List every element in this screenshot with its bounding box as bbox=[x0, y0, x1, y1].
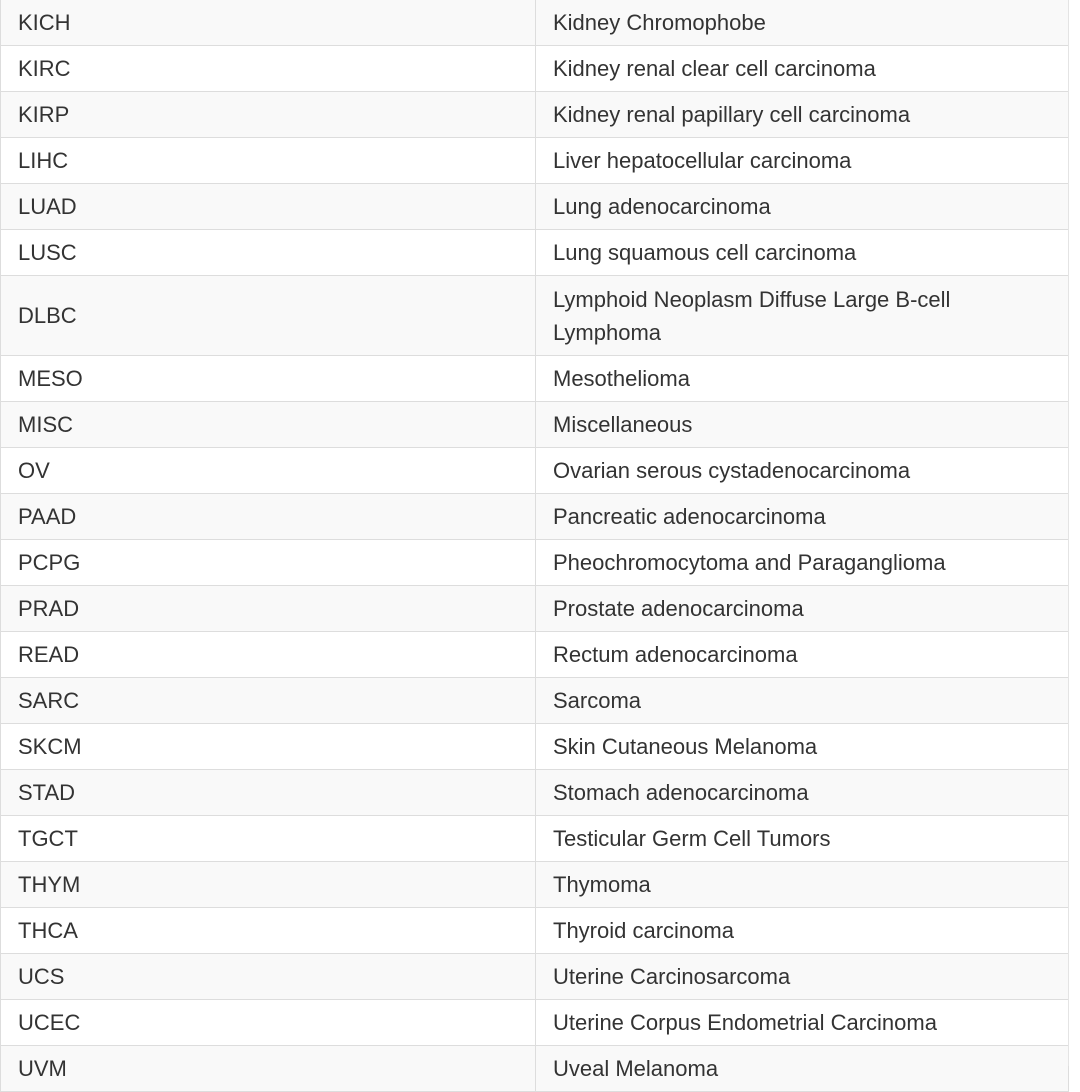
table-row bbox=[1, 816, 1069, 862]
cancer-name-cell: Uveal Melanoma bbox=[536, 1046, 1069, 1092]
abbreviation-cell: PCPG bbox=[1, 540, 536, 586]
cancer-name-cell: Mesothelioma bbox=[536, 356, 1069, 402]
abbreviation-cell: TGCT bbox=[1, 816, 536, 862]
cancer-name-cell: Uterine Carcinosarcoma bbox=[536, 954, 1069, 1000]
cancer-name-cell: Kidney Chromophobe bbox=[536, 0, 1069, 46]
cancer-name-cell: Lung adenocarcinoma bbox=[536, 184, 1069, 230]
abbreviation-cell: LUAD bbox=[1, 184, 536, 230]
table-row bbox=[1, 0, 1069, 46]
cancer-name-cell: Testicular Germ Cell Tumors bbox=[536, 816, 1069, 862]
table-row bbox=[1, 46, 1069, 92]
abbreviation-cell: MISC bbox=[1, 402, 536, 448]
abbreviation-cell: THYM bbox=[1, 862, 536, 908]
abbreviation-cell: LUSC bbox=[1, 230, 536, 276]
abbreviation-cell: SARC bbox=[1, 678, 536, 724]
cancer-name-cell: Liver hepatocellular carcinoma bbox=[536, 138, 1069, 184]
abbreviation-cell: KICH bbox=[1, 0, 536, 46]
table-row bbox=[1, 1046, 1069, 1092]
abbreviation-cell: UCEC bbox=[1, 1000, 536, 1046]
abbreviation-cell: MESO bbox=[1, 356, 536, 402]
table-row bbox=[1, 862, 1069, 908]
cancer-name-cell: Uterine Corpus Endometrial Carcinoma bbox=[536, 1000, 1069, 1046]
abbreviation-cell: SKCM bbox=[1, 724, 536, 770]
table-row bbox=[1, 678, 1069, 724]
cancer-name-cell: Thyroid carcinoma bbox=[536, 908, 1069, 954]
cancer-name-cell: Miscellaneous bbox=[536, 402, 1069, 448]
table-row bbox=[1, 230, 1069, 276]
table-row bbox=[1, 954, 1069, 1000]
page-right-edge-divider bbox=[1068, 0, 1080, 1066]
cancer-name-cell: Ovarian serous cystadenocarcinoma bbox=[536, 448, 1069, 494]
table-row bbox=[1, 402, 1069, 448]
abbreviation-cell: READ bbox=[1, 632, 536, 678]
table-row bbox=[1, 276, 1069, 356]
table-row bbox=[1, 586, 1069, 632]
cancer-name-cell: Pheochromocytoma and Paraganglioma bbox=[536, 540, 1069, 586]
table-row bbox=[1, 138, 1069, 184]
cancer-name-cell: Pancreatic adenocarcinoma bbox=[536, 494, 1069, 540]
abbreviation-cell: LIHC bbox=[1, 138, 536, 184]
abbreviation-cell: OV bbox=[1, 448, 536, 494]
table-row bbox=[1, 632, 1069, 678]
table-row bbox=[1, 908, 1069, 954]
abbreviation-cell: THCA bbox=[1, 908, 536, 954]
cancer-name-cell: Sarcoma bbox=[536, 678, 1069, 724]
abbreviation-cell: DLBC bbox=[1, 276, 536, 356]
abbreviation-cell: KIRC bbox=[1, 46, 536, 92]
table-row bbox=[1, 356, 1069, 402]
cancer-name-cell: Skin Cutaneous Melanoma bbox=[536, 724, 1069, 770]
cancer-name-cell: Lymphoid Neoplasm Diffuse Large B-cell Lymphoma bbox=[536, 276, 1069, 356]
abbreviation-cell: STAD bbox=[1, 770, 536, 816]
abbreviation-cell: PAAD bbox=[1, 494, 536, 540]
abbreviation-cell: KIRP bbox=[1, 92, 536, 138]
abbreviation-cell: PRAD bbox=[1, 586, 536, 632]
cancer-name-cell: Stomach adenocarcinoma bbox=[536, 770, 1069, 816]
cancer-name-cell: Lung squamous cell carcinoma bbox=[536, 230, 1069, 276]
abbreviation-cell: UCS bbox=[1, 954, 536, 1000]
cancer-name-cell: Kidney renal papillary cell carcinoma bbox=[536, 92, 1069, 138]
cancer-name-cell: Prostate adenocarcinoma bbox=[536, 586, 1069, 632]
table-row bbox=[1, 770, 1069, 816]
cancer-name-cell: Thymoma bbox=[536, 862, 1069, 908]
table-row bbox=[1, 448, 1069, 494]
table-row bbox=[1, 184, 1069, 230]
table-row bbox=[1, 92, 1069, 138]
table-row bbox=[1, 1000, 1069, 1046]
cancer-name-cell: Rectum adenocarcinoma bbox=[536, 632, 1069, 678]
table-row bbox=[1, 540, 1069, 586]
table-row bbox=[1, 724, 1069, 770]
table-row bbox=[1, 494, 1069, 540]
cancer-name-cell: Kidney renal clear cell carcinoma bbox=[536, 46, 1069, 92]
abbreviation-cell: UVM bbox=[1, 1046, 536, 1092]
